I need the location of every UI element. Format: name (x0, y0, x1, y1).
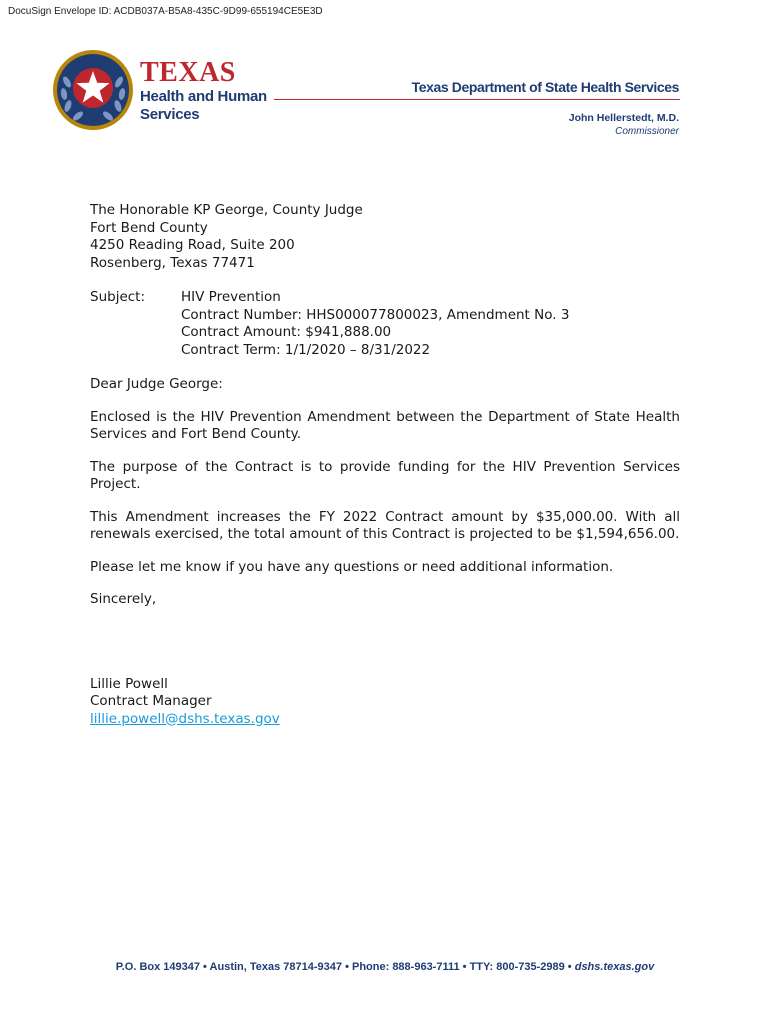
signer-title: Contract Manager (90, 693, 212, 709)
signature-block (90, 676, 680, 729)
footer-contact: P.O. Box 149347 • Austin, Texas 78714-9347 • Phone: 888-963-7111 • TTY: 800-735-2989 • (115, 961, 575, 973)
envelope-id: DocuSign Envelope ID: ACDB037A-B5A8-435C-9D99-655194CE5E3D (8, 6, 323, 17)
signer-name: Lillie Powell (90, 675, 168, 692)
dshs-title: Texas Department of State Health Services (411, 79, 679, 95)
signer-email-link[interactable]: lillie.powell@dshs.texas.gov (90, 710, 280, 727)
commissioner-title: Commissioner (615, 126, 679, 137)
hhs-wordmark (140, 58, 267, 124)
subject-lines (181, 289, 569, 359)
recipient-address (90, 202, 680, 272)
recipient-line: The Honorable KP George, County Judge (90, 202, 363, 218)
recipient-line: 4250 Reading Road, Suite 200 (90, 237, 295, 253)
paragraph: The purpose of the Contract is to provide funding for the HIV Prevention Services Project. (90, 458, 680, 492)
subject-line: Contract Number: HHS000077800023, Amendment No. 3 (181, 306, 570, 323)
letterhead-rule (274, 99, 680, 100)
subject-line: HIV Prevention (181, 289, 281, 305)
footer-website[interactable]: dshs.texas.gov (574, 961, 655, 973)
recipient-line: Rosenberg, Texas 77471 (90, 254, 255, 271)
recipient-line: Fort Bend County (90, 219, 208, 236)
paragraph: Please let me know if you have any questions or need additional information. (90, 558, 614, 575)
subject-block (90, 289, 680, 359)
subject-line: Contract Term: 1/1/2020 – 8/31/2022 (181, 341, 431, 358)
salutation: Dear Judge George: (90, 376, 223, 392)
commissioner-name: John Hellerstedt, M.D. (568, 112, 679, 124)
paragraph: This Amendment increases the FY 2022 Contract amount by $35,000.00. With all renewals exercised, the total amount of this Contract is projected to be $1,594,656.00. (90, 508, 680, 542)
subject-label: Subject: (90, 289, 146, 305)
hhs-texas-label: TEXAS (140, 57, 236, 88)
signature-space (90, 624, 680, 676)
letterhead-footer (0, 961, 770, 973)
hhs-line1: Health and Human (140, 88, 267, 105)
hhs-line2: Services (140, 106, 200, 123)
paragraph: Enclosed is the HIV Prevention Amendment between the Department of State Health Services and Fort Bend County. (90, 408, 680, 442)
closing: Sincerely, (90, 591, 157, 607)
subject-line: Contract Amount: $941,888.00 (181, 324, 392, 340)
letter-body (90, 202, 680, 728)
hhs-seal-logo (52, 46, 134, 134)
